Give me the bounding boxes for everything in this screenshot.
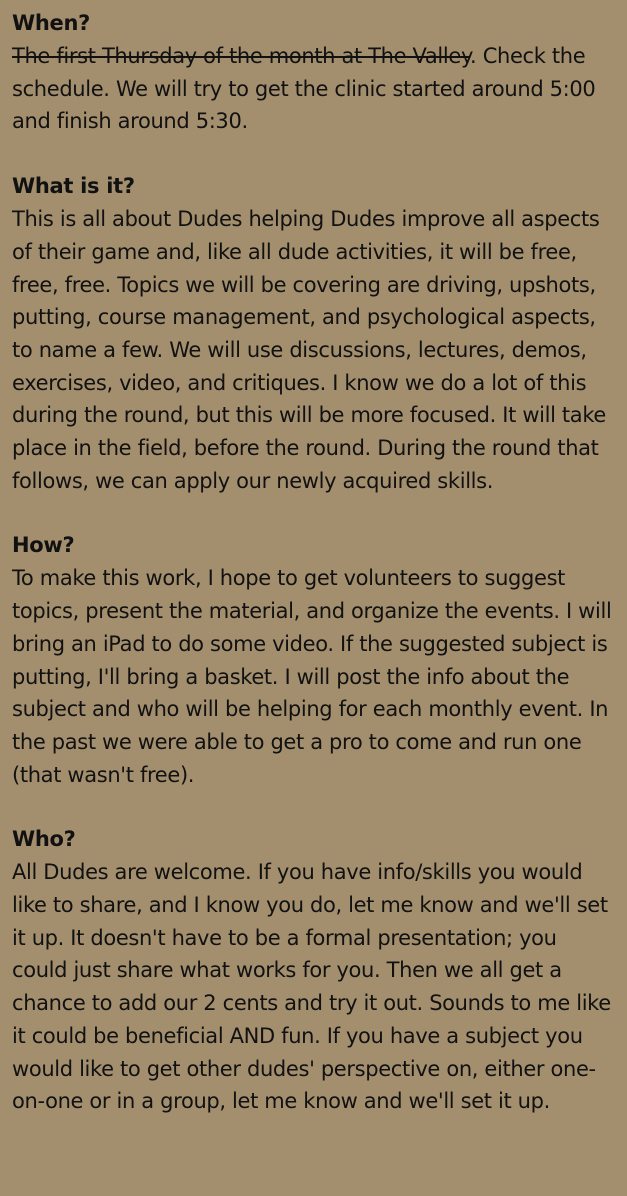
section-body-how: To make this work, I hope to get volunteers to suggest topics, present the material, and organize the events. I will bring an iPad to do some video. If the suggested subject is putting, I'll bring a basket. I will post the info about the subject and who will be helping for each monthly event. In the past we were able to get a pro to come and run one (that wasn't free). — [12, 566, 612, 787]
section-heading-how: How? — [12, 533, 75, 558]
schedule-note: . Check the schedule. We will try to get the clinic started around 5:00 and finish around 5:30. — [12, 44, 596, 134]
section-heading-when: When? — [12, 11, 90, 35]
section-what — [12, 170, 617, 497]
section-body-what: This is all about Dudes helping Dudes improve all aspects of their game and, like all dude activities, it will be free, free, free. Topics we will be covering are driving, upshots, putting, course management, and psychological aspects, to name a few. We will use discussions, lectures, demos, exercises, video, and critiques. I know we do a lot of this during the round, but this will be more focused. It will take place in the field, before the round. During the round that follows, we can apply our newly acquired skills. — [12, 207, 606, 493]
section-who — [12, 823, 617, 1118]
section-body-who: All Dudes are welcome. If you have info/skills you would like to share, and I know you do, let me know and we'll set it up. It doesn't have to be a formal presentation; you could just share what works for you. Then we all get a chance to add our 2 cents and try it out. Sounds to me like it could be beneficial AND fun. If you have a subject you would like to get other dudes' perspective on, either one-on-one or in a group, let me know and we'll set it up. — [12, 860, 611, 1114]
section-heading-what: What is it? — [12, 174, 135, 199]
section-how — [12, 529, 617, 791]
section-heading-who: Who? — [12, 827, 76, 852]
section-body-when — [12, 40, 617, 138]
section-when — [12, 7, 617, 138]
struck-schedule-text: The first Thursday of the month at The Valley — [12, 44, 471, 68]
